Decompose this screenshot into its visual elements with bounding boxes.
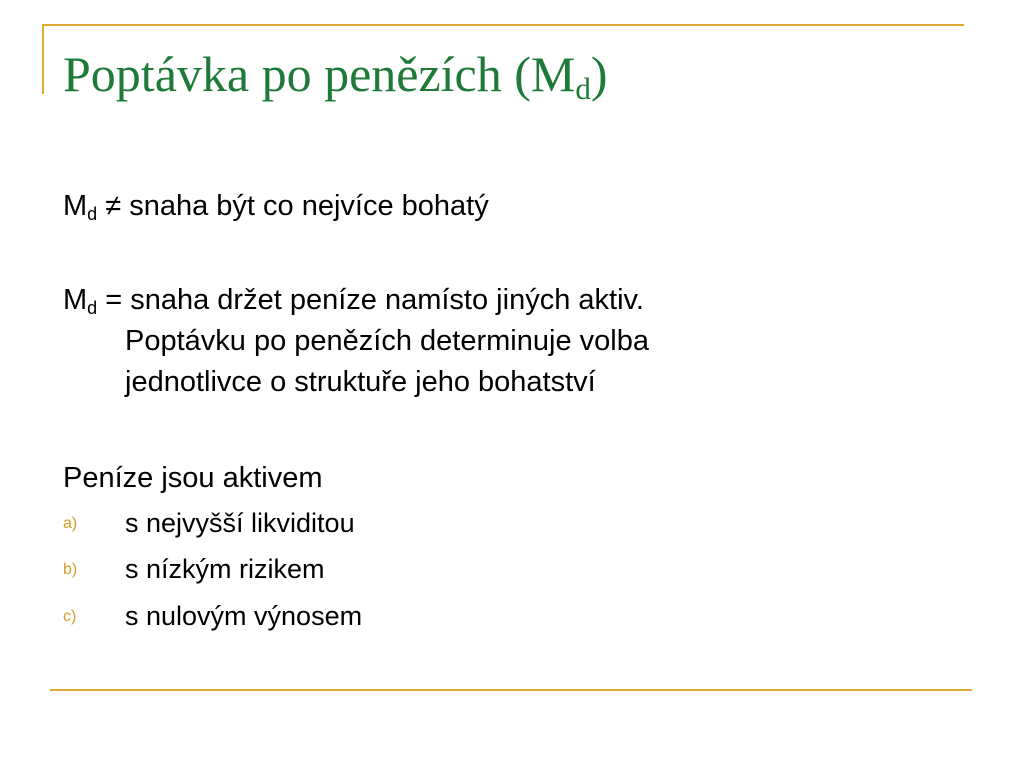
point-1-symbol: M (63, 190, 88, 222)
title-subscript: d (575, 71, 591, 106)
point-2-subscript: d (87, 298, 98, 318)
left-rule (42, 24, 44, 94)
list-item-c (63, 601, 362, 632)
list-marker-c: c) (63, 607, 77, 625)
point-2-symbol: M (63, 284, 88, 316)
point-2-text: = snaha držet peníze namísto jiných aktiv. (97, 284, 644, 316)
point-1 (63, 186, 489, 227)
list-text-a: s nejvyšší likviditou (125, 508, 355, 538)
list-item-b (63, 554, 325, 585)
title-close: ) (590, 46, 608, 102)
title-text: Poptávka po penězích (M (63, 46, 576, 102)
point-2-line-2: Poptávku po penězích determinuje volba (125, 325, 649, 357)
point-1-subscript: d (87, 204, 98, 224)
point-2-line-3: jednotlivce o struktuře jeho bohatství (125, 366, 596, 398)
point-1-text: ≠ snaha být co nejvíce bohatý (97, 190, 489, 222)
slide-title (63, 44, 608, 104)
list-marker-b: b) (63, 560, 78, 578)
list-text-c: s nulovým výnosem (125, 601, 363, 631)
list-text-b: s nízkým rizikem (125, 554, 325, 584)
bottom-rule (50, 689, 972, 691)
point-2 (63, 280, 649, 403)
list-item-a (63, 508, 355, 539)
top-rule (42, 24, 964, 26)
list-marker-a: a) (63, 514, 78, 532)
point-3: Peníze jsou aktivem (63, 462, 323, 494)
